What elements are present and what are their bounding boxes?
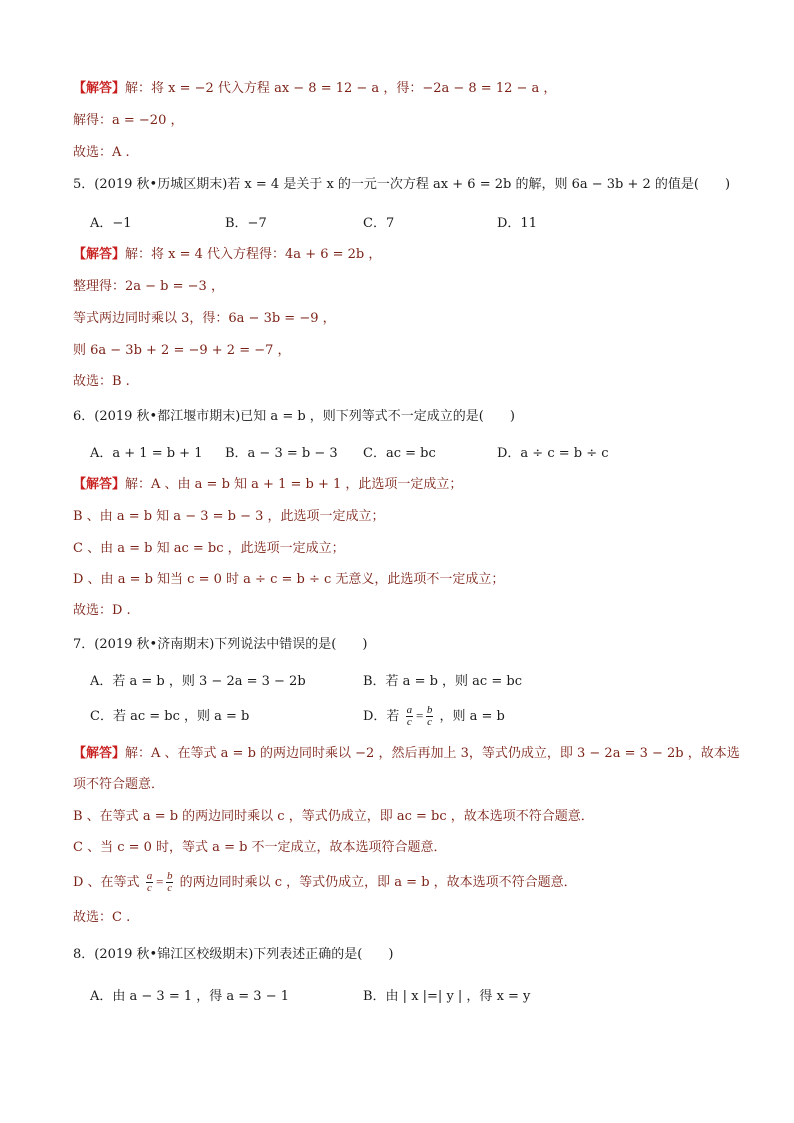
q5-option-d: D．11 bbox=[497, 216, 537, 231]
q6-option-d: D．a ÷ c = b ÷ c bbox=[497, 446, 609, 461]
answer-tag: 【解答】 bbox=[73, 247, 126, 262]
solution-d-prefix: D 、在等式 bbox=[73, 875, 140, 890]
q7-solution-line-5 bbox=[73, 871, 577, 894]
q7-solution-choice: 故选：C . bbox=[73, 910, 131, 925]
equals-sign: = bbox=[155, 874, 164, 889]
q8-option-b: B．由 | x |=| y | ，得 x = y bbox=[363, 989, 531, 1004]
answer-text: 解：将 x = 4 代入方程得：4a + 6 = 2b ， bbox=[125, 247, 382, 262]
numerator: b bbox=[426, 704, 433, 716]
fraction-a-over-c bbox=[146, 871, 154, 894]
denominator: c bbox=[167, 882, 173, 894]
q5-solution-line-2: 整理得：2a − b = −3 ， bbox=[73, 279, 224, 294]
answer-text: 解：将 x = −2 代入方程 ax − 8 = 12 − a ，得：−2a − 8 = 12 − a ， bbox=[125, 81, 557, 96]
option-d-prefix: D．若 bbox=[363, 709, 400, 724]
q5-solution-line-1 bbox=[73, 245, 381, 265]
numerator: a bbox=[146, 870, 153, 882]
q4-solution-line-2: 解得：a = −20 ， bbox=[73, 113, 184, 128]
q6-option-b: B．a − 3 = b − 3 bbox=[225, 446, 338, 461]
q7-option-d bbox=[363, 705, 505, 728]
option-d-suffix: ，则 a = b bbox=[439, 709, 505, 724]
q5-solution-line-4: 则 6a − 3b + 2 = −9 + 2 = −7 ， bbox=[73, 343, 291, 358]
answer-tag: 【解答】 bbox=[73, 746, 126, 761]
q6-option-a: A．a + 1 = b + 1 bbox=[90, 446, 203, 461]
answer-text: 解：A 、由 a = b 知 a + 1 = b + 1 ，此选项一定成立； bbox=[125, 477, 463, 492]
denominator: c bbox=[147, 882, 152, 894]
q4-solution-choice: 故选：A . bbox=[73, 145, 130, 160]
q6-solution-line-4: D 、由 a = b 知当 c = 0 时 a ÷ c = b ÷ c 无意义，此选项不一定成立； bbox=[73, 572, 505, 587]
numerator: a bbox=[406, 704, 413, 716]
q7-solution-line-3: B 、在等式 a = b 的两边同时乘以 c ，等式仍成立，即 ac = bc ，故本选项不符合题意． bbox=[73, 809, 594, 824]
fraction-b-over-c bbox=[166, 871, 174, 894]
equals-sign: = bbox=[415, 708, 424, 723]
q6-solution-line-2: B 、由 a = b 知 a − 3 = b − 3 ，此选项一定成立； bbox=[73, 509, 385, 524]
answer-text: 解：A 、在等式 a = b 的两边同时乘以 −2 ，然后再加上 3，等式仍成立，即 3 − 2a = 3 − 2b ，故本选 bbox=[125, 746, 740, 761]
fraction-b-over-c bbox=[426, 705, 434, 728]
fraction-a-over-c bbox=[406, 705, 414, 728]
q6-stem: 6．(2019 秋•都江堰市期末)已知 a = b ，则下列等式不一定成立的是( ) bbox=[73, 409, 515, 424]
denominator: c bbox=[427, 716, 433, 728]
answer-tag: 【解答】 bbox=[73, 477, 126, 492]
q7-solution-line-1 bbox=[73, 744, 740, 764]
q8-stem: 8．(2019 秋•锦江区校级期末)下列表述正确的是( ) bbox=[73, 947, 394, 962]
numerator: b bbox=[166, 870, 173, 882]
q7-option-c: C．若 ac = bc ，则 a = b bbox=[90, 709, 250, 724]
q5-option-a: A．−1 bbox=[90, 216, 132, 231]
q5-solution-line-3: 等式两边同时乘以 3，得：6a − 3b = −9 ， bbox=[73, 311, 336, 326]
q5-option-b: B．−7 bbox=[225, 216, 267, 231]
q7-option-b: B．若 a = b ，则 ac = bc bbox=[363, 674, 522, 689]
q7-stem: 7．(2019 秋•济南期末)下列说法中错误的是( ) bbox=[73, 637, 368, 652]
q5-option-c: C．7 bbox=[363, 216, 395, 231]
q6-option-c: C．ac = bc bbox=[363, 446, 436, 461]
q5-solution-choice: 故选：B . bbox=[73, 374, 130, 389]
q5-stem: 5．(2019 秋•历城区期末)若 x = 4 是关于 x 的一元一次方程 ax + 6 = 2b 的解，则 6a − 3b + 2 的值是( ) bbox=[73, 177, 731, 192]
answer-tag: 【解答】 bbox=[73, 81, 126, 96]
q8-option-a: A．由 a − 3 = 1 ，得 a = 3 − 1 bbox=[90, 989, 289, 1004]
denominator: c bbox=[406, 716, 412, 728]
q6-solution-line-1 bbox=[73, 475, 462, 495]
q7-solution-line-2: 项不符合题意． bbox=[73, 777, 165, 792]
q6-solution-line-3: C 、由 a = b 知 ac = bc ，此选项一定成立； bbox=[73, 541, 345, 556]
solution-d-suffix: 的两边同时乘以 c ，等式仍成立，即 a = b ，故本选项不符合题意． bbox=[179, 875, 577, 890]
q4-solution-line-1 bbox=[73, 79, 556, 99]
q7-option-a: A．若 a = b ，则 3 − 2a = 3 − 2b bbox=[90, 674, 306, 689]
q6-solution-choice: 故选：D . bbox=[73, 603, 131, 618]
q7-solution-line-4: C 、当 c = 0 时，等式 a = b 不一定成立，故本选项符合题意． bbox=[73, 840, 447, 855]
